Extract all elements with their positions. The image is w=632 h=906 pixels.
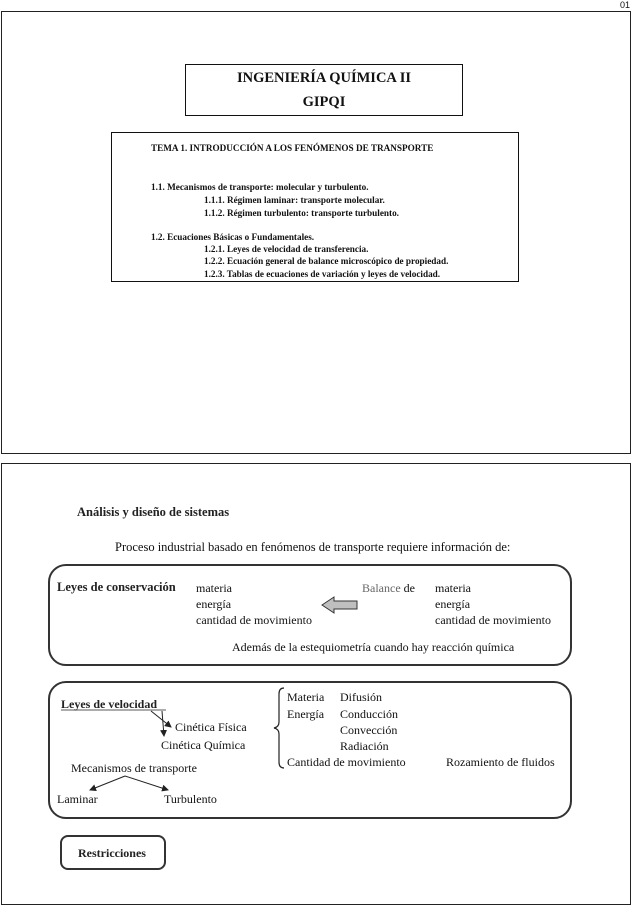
arrow-cinetica-quimica [162, 711, 164, 736]
balance-de: de [403, 581, 415, 595]
balance-item: cantidad de movimiento [435, 613, 551, 627]
rozamiento-label: Rozamiento de fluidos [446, 755, 555, 769]
section-heading: Análisis y diseño de sistemas [77, 505, 230, 519]
toc-item: 1.2.2. Ecuación general de balance microscópico de propiedad. [204, 256, 449, 266]
balance-item: materia [435, 581, 471, 595]
balance-item: energía [435, 597, 471, 611]
conduccion-label: Conducción [340, 707, 398, 721]
brace-icon [274, 688, 284, 768]
page-number: 01 [619, 0, 630, 10]
arrow-cinetica-fisica [151, 711, 171, 727]
arrow-turbulento [125, 776, 168, 790]
course-code: GIPQI [302, 94, 346, 110]
velocity-label: Leyes de velocidad [61, 697, 157, 711]
conservation-item: cantidad de movimiento [196, 613, 312, 627]
conservation-label: Leyes de conservación [57, 580, 176, 594]
cinetica-quimica: Cinética Química [161, 738, 246, 752]
toc-item: 1.2.1. Leyes de velocidad de transferencia. [204, 244, 369, 254]
stoichiometry-note: Además de la estequiometría cuando hay reacción química [232, 640, 515, 654]
conveccion-label: Convección [340, 723, 398, 737]
course-title: INGENIERÍA QUÍMICA II [236, 70, 412, 86]
toc-item: 1.1.2. Régimen turbulento: transporte turbulento. [204, 208, 399, 218]
cantidad-label: Cantidad de movimiento [287, 755, 406, 769]
cinetica-fisica: Cinética Física [175, 720, 247, 734]
balance-word: Balance [362, 581, 401, 595]
materia-label: Materia [287, 690, 325, 704]
toc-item: 1.2.3. Tablas de ecuaciones de variación y leyes de velocidad. [204, 269, 441, 279]
mecanismos-label: Mecanismos de transporte [71, 761, 197, 775]
balance-arrow-icon [322, 597, 357, 613]
restricciones-label: Restricciones [78, 846, 146, 860]
turbulento-label: Turbulento [164, 792, 217, 806]
energia-label: Energía [287, 707, 325, 721]
difusion-label: Difusión [340, 690, 382, 704]
tema-heading: TEMA 1. INTRODUCCIÓN A LOS FENÓMENOS DE TRANSPORTE [151, 143, 434, 153]
intro-text: Proceso industrial basado en fenómenos de transporte requiere información de: [115, 540, 511, 554]
laminar-label: Laminar [57, 792, 98, 806]
toc-item: 1.1. Mecanismos de transporte: molecular y turbulento. [151, 182, 369, 192]
toc-item: 1.1.1. Régimen laminar: transporte molecular. [204, 195, 385, 205]
conservation-item: materia [196, 581, 232, 595]
arrow-laminar [90, 776, 125, 790]
toc-item: 1.2. Ecuaciones Básicas o Fundamentales. [151, 232, 315, 242]
conservation-item: energía [196, 597, 232, 611]
radiacion-label: Radiación [340, 739, 389, 753]
